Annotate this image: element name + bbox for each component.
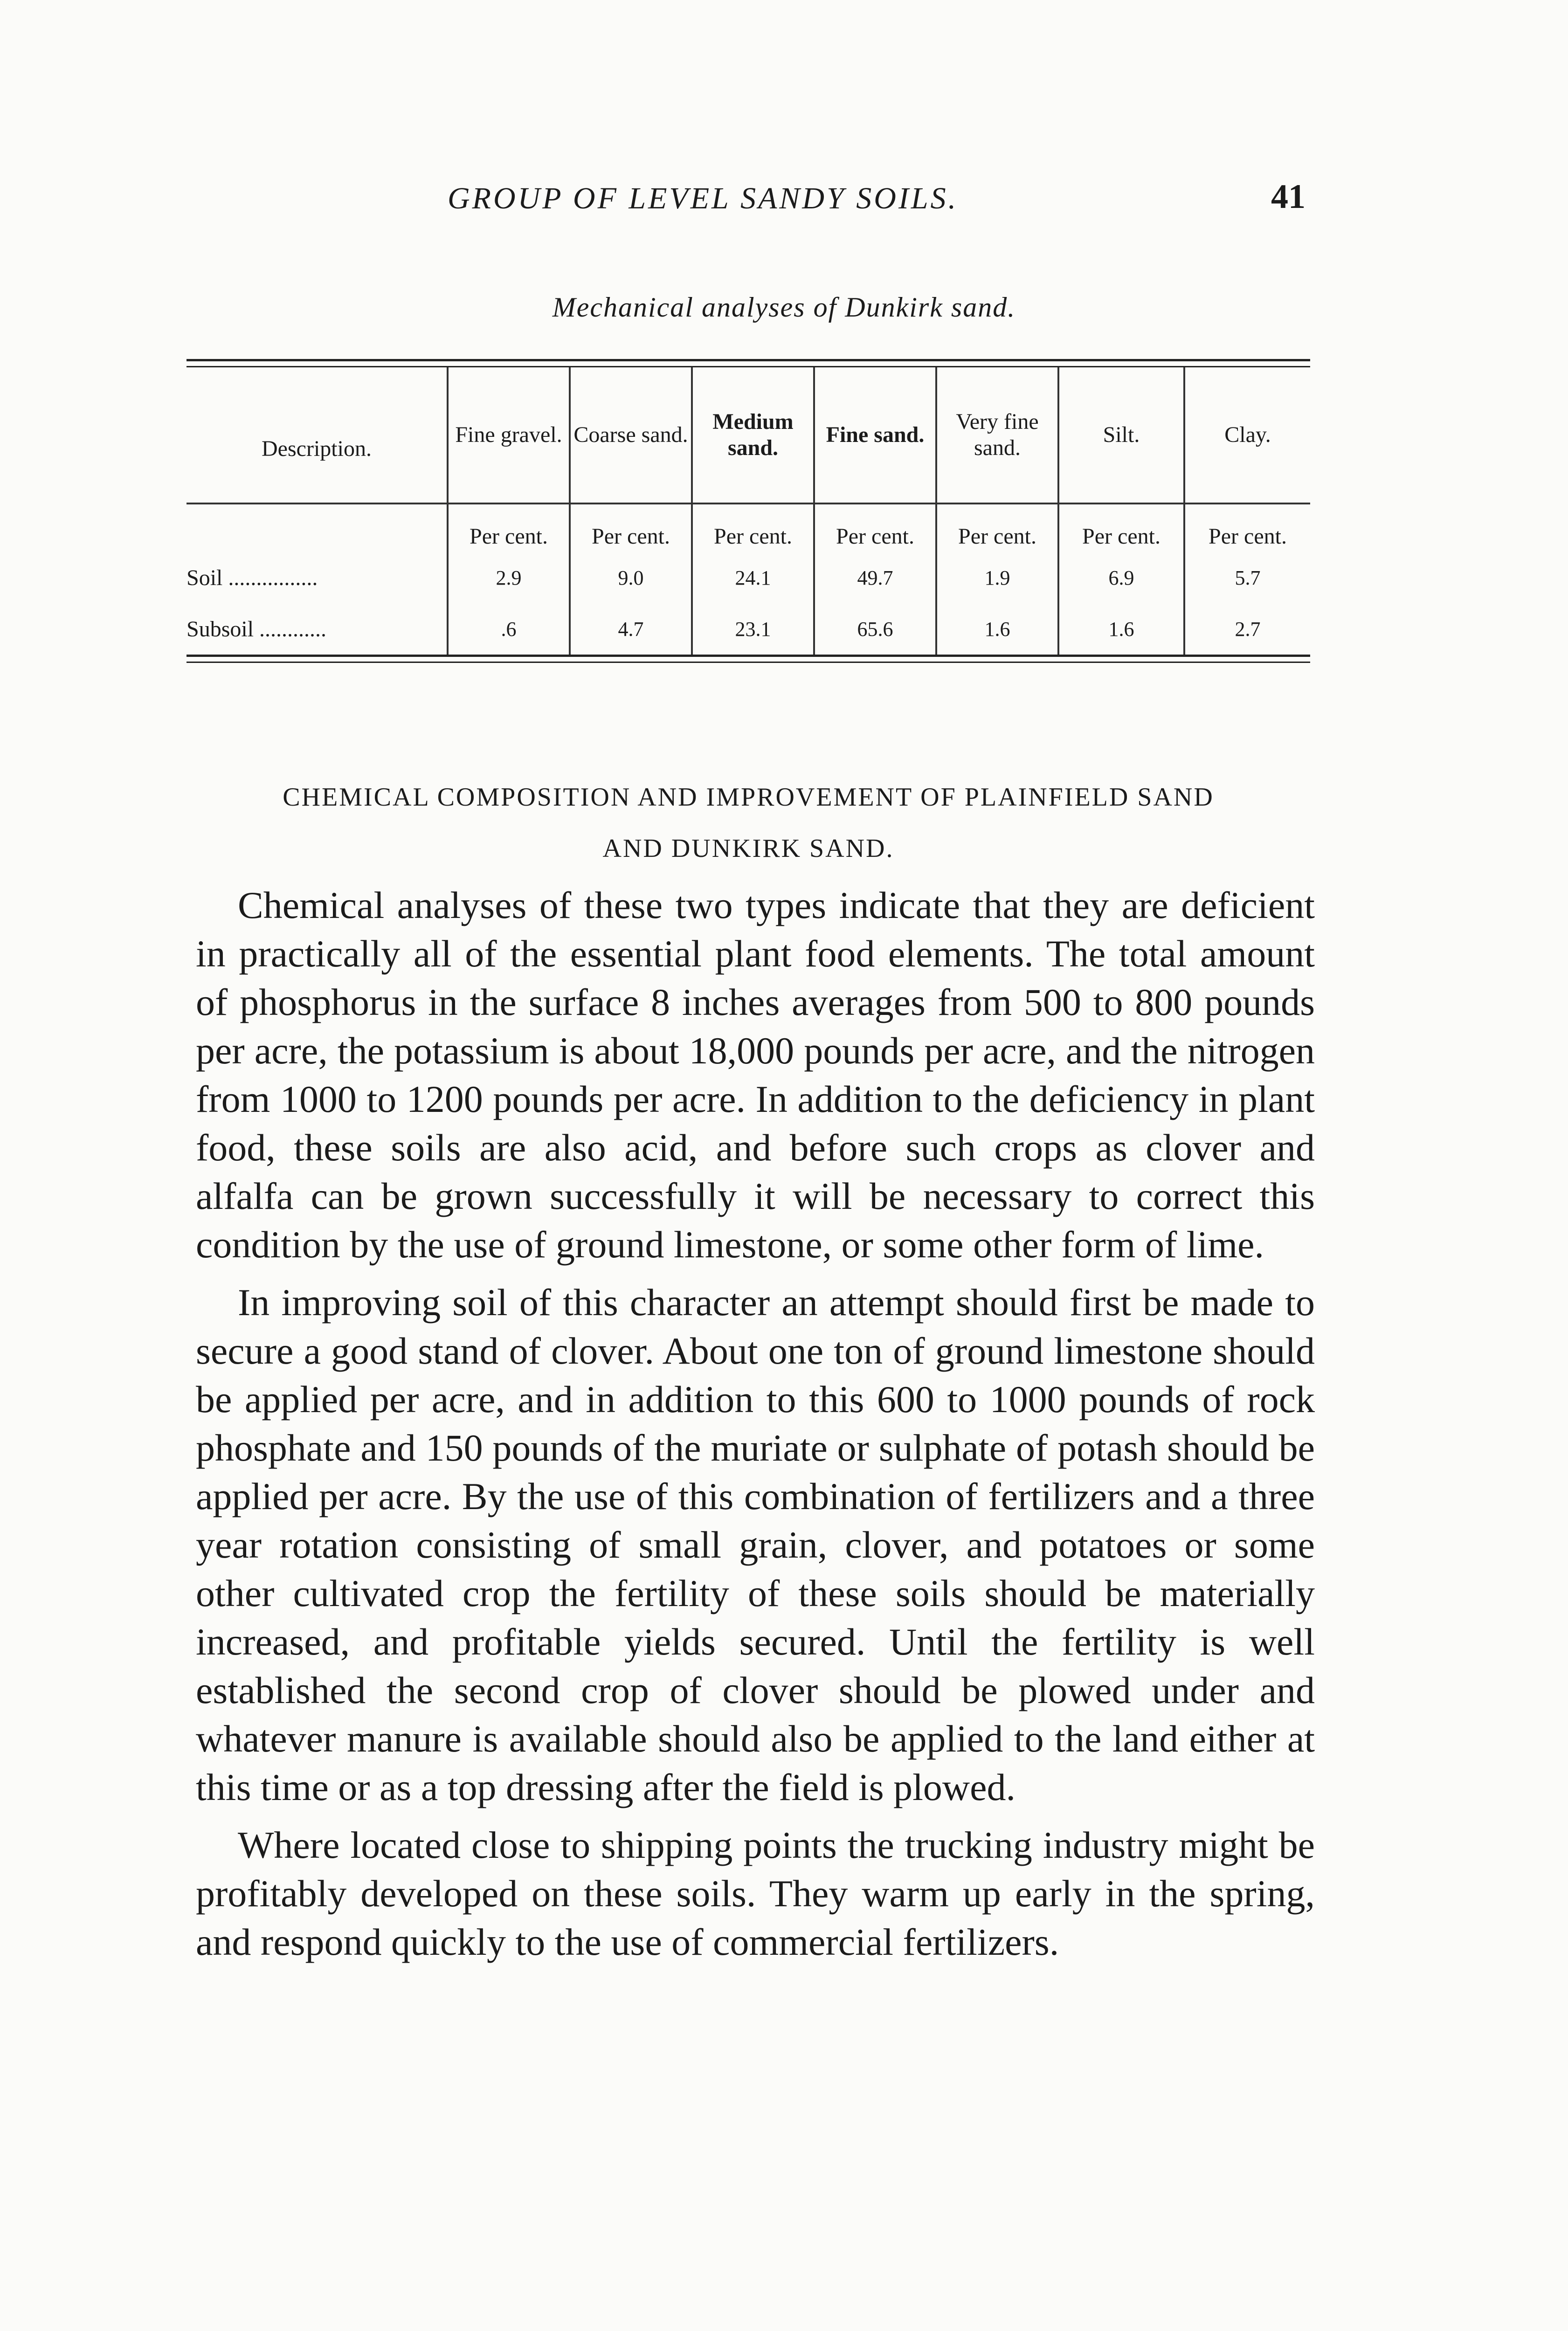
section-heading-line: CHEMICAL COMPOSITION AND IMPROVEMENT OF PLAINFIELD SAND bbox=[283, 783, 1214, 812]
table-cell: 2.7 bbox=[1184, 603, 1310, 655]
table-bottom-rule bbox=[187, 655, 1310, 663]
column-header: Coarse sand. bbox=[570, 367, 692, 503]
row-label: Subsoil ............ bbox=[187, 616, 327, 641]
unit-cell: Per cent. bbox=[1184, 503, 1310, 552]
unit-cell: Per cent. bbox=[448, 503, 570, 552]
table-cell: 1.6 bbox=[936, 603, 1058, 655]
table-header-row bbox=[187, 367, 1310, 503]
table-cell: 1.9 bbox=[936, 552, 1058, 603]
table-cell: 65.6 bbox=[814, 603, 936, 655]
row-label: Soil ................ bbox=[187, 565, 318, 590]
unit-cell: Per cent. bbox=[814, 503, 936, 552]
page-header bbox=[196, 172, 1306, 224]
table-cell: 5.7 bbox=[1184, 552, 1310, 603]
table-top-rule bbox=[187, 359, 1310, 367]
section-heading-line: AND DUNKIRK SAND. bbox=[602, 834, 894, 863]
table-row bbox=[187, 603, 1310, 655]
unit-cell bbox=[187, 503, 448, 552]
paragraph: Where located close to shipping points the trucking industry might be profitably developed on these soils. They warm up early in the spring, and respond quickly to the use of commercial fertilizers. bbox=[196, 1824, 1315, 1963]
column-header: Fine sand. bbox=[814, 367, 936, 503]
table-cell: 23.1 bbox=[692, 603, 814, 655]
column-header: Fine gravel. bbox=[448, 367, 570, 503]
column-header: Clay. bbox=[1184, 367, 1310, 503]
table-cell: 24.1 bbox=[692, 552, 814, 603]
table-cell: 1.6 bbox=[1058, 603, 1184, 655]
mechanical-analyses-table bbox=[187, 359, 1310, 663]
body-text bbox=[196, 881, 1315, 1976]
table-caption: Mechanical analyses of Dunkirk sand. bbox=[552, 292, 1016, 323]
table-cell: 49.7 bbox=[814, 552, 936, 603]
paragraph: Chemical analyses of these two types indicate that they are deficient in practically all of the essential plant food elements. The total amount of phosphorus in the surface 8 inches averages from 500 to 800 pounds per acre, the potassium is about 18,000 pounds per acre, and the nitrogen from 1000 to 1200 pounds per acre. In addition to the deficiency in plant food, these soils are also acid, and before such crops as clover and alfalfa can be grown successfully it will be necessary to correct this condition by the use of ground limestone, or some other form of lime. bbox=[196, 884, 1315, 1266]
unit-cell: Per cent. bbox=[692, 503, 814, 552]
column-header: Very fine sand. bbox=[936, 367, 1058, 503]
units-row bbox=[187, 503, 1310, 552]
table-row bbox=[187, 552, 1310, 603]
unit-cell: Per cent. bbox=[936, 503, 1058, 552]
table-cell: 2.9 bbox=[448, 552, 570, 603]
page-number: 41 bbox=[1271, 178, 1306, 216]
column-header: Silt. bbox=[1058, 367, 1184, 503]
unit-cell: Per cent. bbox=[570, 503, 692, 552]
table-cell: 4.7 bbox=[570, 603, 692, 655]
table-cell: 9.0 bbox=[570, 552, 692, 603]
running-title: GROUP OF LEVEL SANDY SOILS. bbox=[448, 181, 959, 215]
paragraph: In improving soil of this character an attempt should first be made to secure a good stand of clover. About one ton of ground limestone should be applied per acre, and in addition to this 600 to 1000 pounds of rock phosphate and 150 pounds of the muriate or sulphate of potash should be applied per acre. By the use of this combination of fertilizers and a three year rotation consisting of small grain, clover, and potatoes or some other cultivated crop the fertility of these soils should be materially increased, and profitable yields secured. Until the fertility is well established the second crop of clover should be plowed under and whatever manure is available should also be applied to the land either at this time or as a top dressing after the field is plowed. bbox=[196, 1281, 1315, 1808]
column-header: Description. bbox=[187, 367, 448, 503]
table-cell: .6 bbox=[448, 603, 570, 655]
table-cell: 6.9 bbox=[1058, 552, 1184, 603]
column-header: Medium sand. bbox=[692, 367, 814, 503]
unit-cell: Per cent. bbox=[1058, 503, 1184, 552]
table-grid bbox=[187, 367, 1310, 655]
section-heading bbox=[187, 772, 1310, 874]
